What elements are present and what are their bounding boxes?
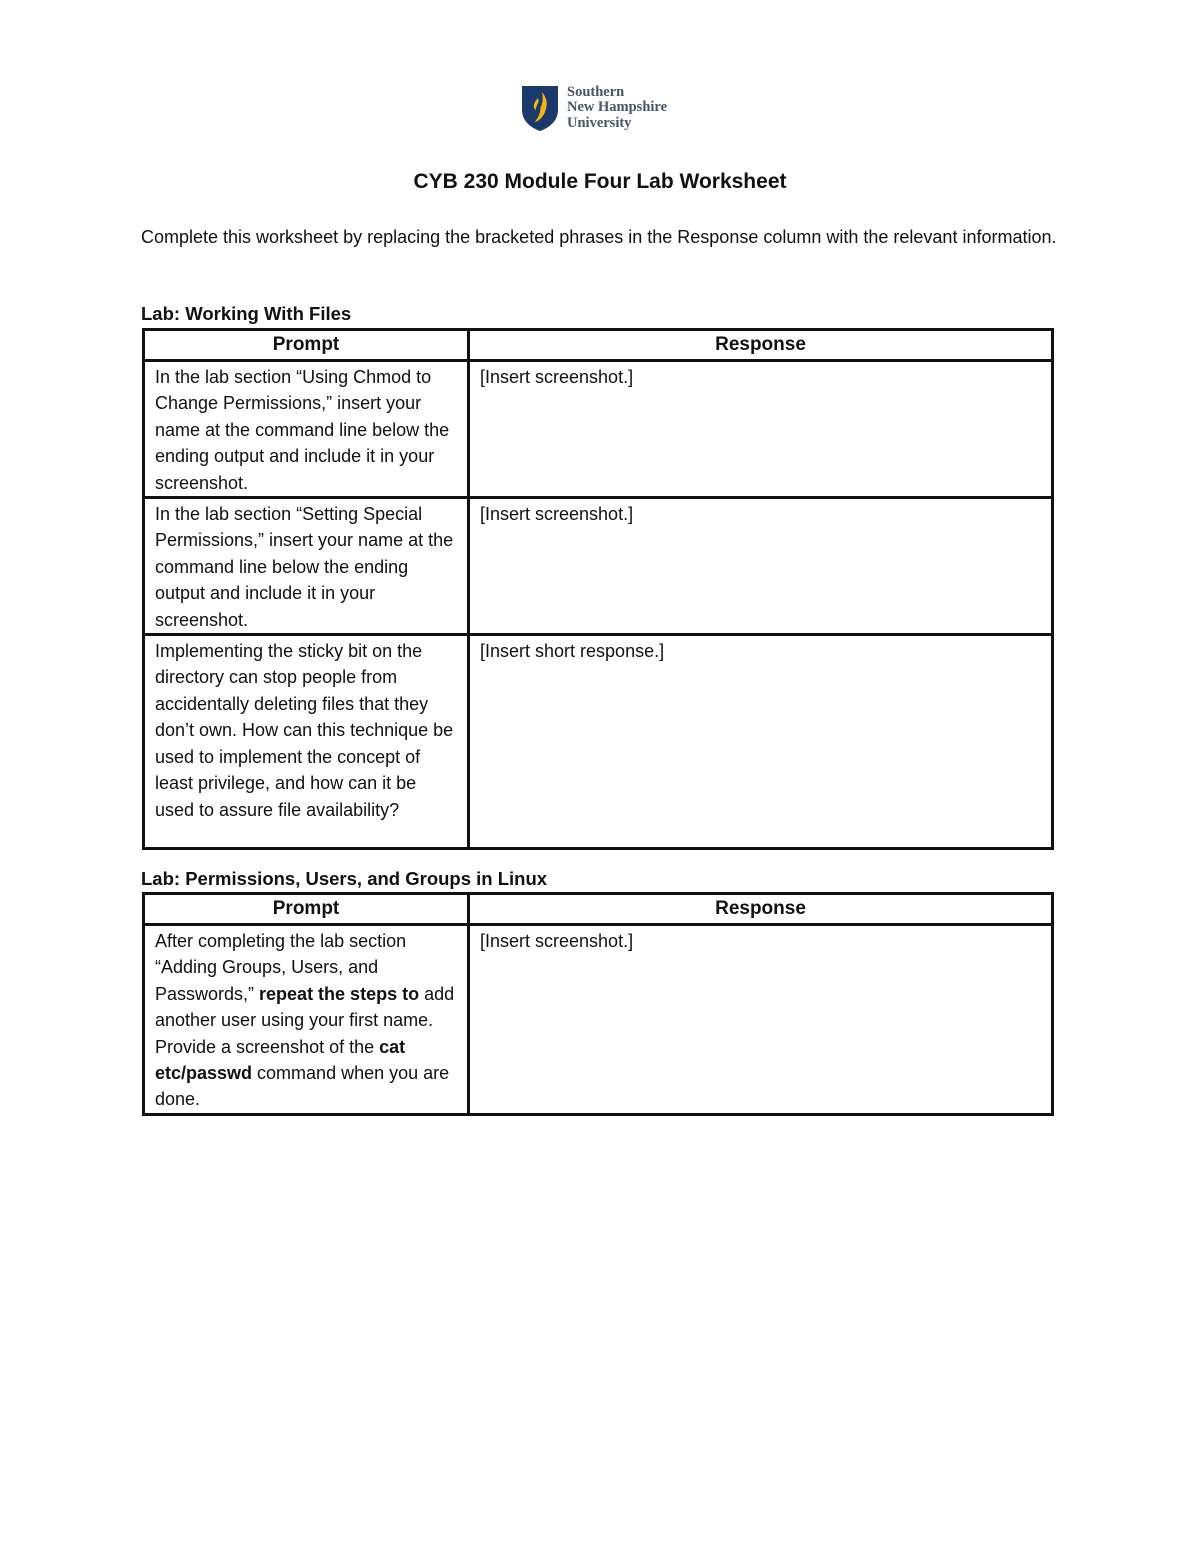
response-column-header: Response xyxy=(469,330,1053,361)
table-row xyxy=(144,925,1053,1115)
table-row xyxy=(144,635,1053,849)
table-row xyxy=(144,498,1053,635)
logo-line-3: University xyxy=(567,114,632,131)
response-cell[interactable]: [Insert screenshot.] xyxy=(469,498,1053,635)
prompt-text: command when you are done. xyxy=(155,1063,450,1110)
response-cell[interactable]: [Insert short response.] xyxy=(469,635,1053,849)
logo-line-1: Southern xyxy=(567,83,625,100)
table-header-row xyxy=(144,894,1053,925)
intro-instructions: Complete this worksheet by replacing the bracketed phrases in the Response column with the relevant information. xyxy=(141,227,1057,247)
response-cell[interactable]: [Insert screenshot.] xyxy=(469,361,1053,498)
prompt-column-header: Prompt xyxy=(144,894,469,925)
prompt-cell: In the lab section “Setting Special Permissions,” insert your name at the command line below the ending output and include it in your screenshot. xyxy=(144,498,469,635)
logo-wordmark xyxy=(567,85,667,132)
response-cell[interactable]: [Insert screenshot.] xyxy=(469,925,1053,1115)
snhu-shield-flame-icon xyxy=(520,84,560,132)
prompt-cell: Implementing the sticky bit on the directory can stop people from accidentally deleting files that they don’t own. How can this technique be used to implement the concept of least privilege, and how can it be used to assure file availability? xyxy=(144,635,469,849)
response-column-header: Response xyxy=(469,894,1053,925)
section-heading-permissions-users-groups: Lab: Permissions, Users, and Groups in Linux xyxy=(141,868,548,889)
prompt-cell: In the lab section “Using Chmod to Change Permissions,” insert your name at the command line below the ending output and include it in your screenshot. xyxy=(144,361,469,498)
working-with-files-table xyxy=(142,328,1054,850)
university-logo xyxy=(520,84,667,132)
page-title: CYB 230 Module Four Lab Worksheet xyxy=(413,170,787,193)
prompt-cell xyxy=(144,925,469,1115)
prompt-emphasis-command: cat etc/passwd xyxy=(155,1036,406,1084)
table-header-row xyxy=(144,330,1053,361)
logo-line-2: New Hampshire xyxy=(567,99,668,116)
permissions-users-groups-table xyxy=(142,892,1054,1116)
prompt-emphasis-repeat-steps: repeat the steps to xyxy=(259,983,420,1004)
prompt-column-header: Prompt xyxy=(144,330,469,361)
table-row xyxy=(144,361,1053,498)
prompt-text: After completing the lab section “Adding Groups, Users, and Passwords,” xyxy=(155,931,407,1004)
section-heading-working-with-files: Lab: Working With Files xyxy=(141,303,352,324)
prompt-text: add another user using your first name. Provide a screenshot of the xyxy=(155,983,455,1057)
